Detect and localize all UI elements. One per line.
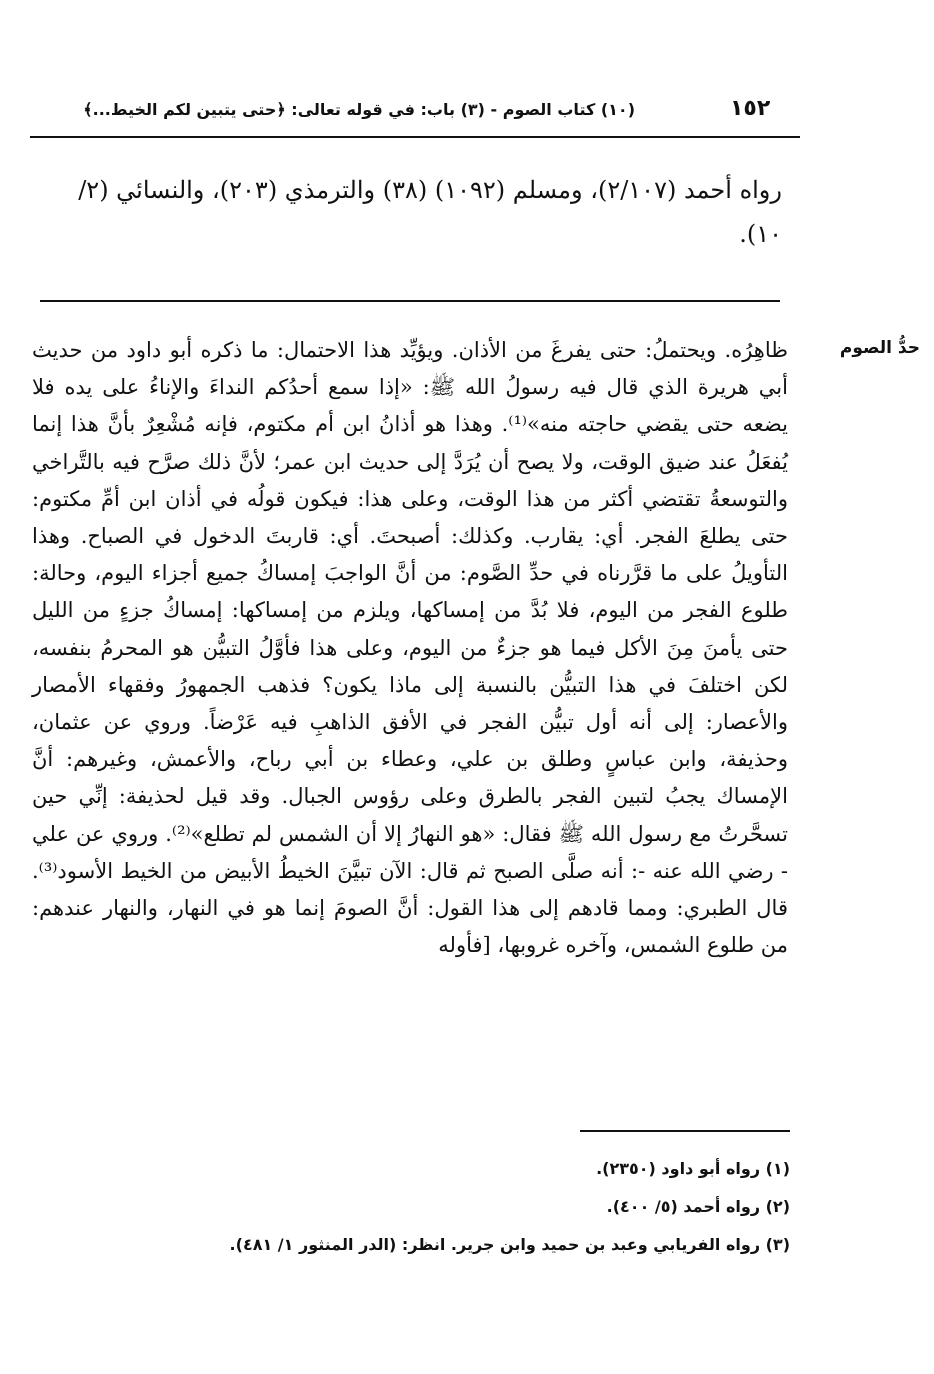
header-rule (30, 136, 800, 138)
footnote-1: (١) رواه أبو داود (٢٣٥٠). (596, 1159, 790, 1178)
footnote-3: (٣) رواه الفريابي وعبد بن حميد وابن جرير. انظر: (الدر المنثور ١/ ٤٨١). (229, 1235, 790, 1254)
footnotes (60, 1150, 790, 1264)
top-note: رواه أحمد (٢/١٠٧)، ومسلم (١٠٩٢) (٣٨) والترمذي (٢٠٣)، والنسائي (٢/ ١٠). (78, 176, 782, 248)
main-text (32, 332, 788, 964)
margin-heading: حدُّ الصوم (839, 338, 920, 358)
page-number: ١٥٢ (730, 96, 771, 121)
running-header: (١٠) كتاب الصوم - (٣) باب: في قوله تعالى: ﴿حتى يتبين لكم الخيط...﴾ (83, 100, 635, 119)
body-paragraph: ظاهِرُه. ويحتملُ: حتى يفرغَ من الأذان. ويؤيِّد هذا الاحتمال: ما ذكره أبو داود من حديث أبي هريرة الذي قال فيه رسولُ الله ﷺ: «إذا سمع أحدُكم النداءَ والإناءُ على يده فلا يضعه حتى يقضي حاجته منه»⁽¹⁾. وهذا هو أذانُ ابن أم مكتوم، فإنه مُشْعِرٌ بأنَّ هذا إنما يُفعَلُ عند ضيق الوقت، ولا يصح أن يُرَدَّ إلى حديث ابن عمر؛ لأنَّ ذلك صرَّح فيه بالتَّراخي والتوسعةُ تقتضي أكثر من هذا الوقت، وعلى هذا: فيكون قولُه في أذان ابن أمِّ مكتوم: حتى يطلعَ الفجر. أي: يقارب. وكذلك: أصبحتَ. أي: قاربتَ الدخول في الصباح. وهذا التأويلُ على ما قرَّرناه في حدِّ الصَّوم: من أنَّ الواجبَ إمساكُ جميع أجزاء اليوم، وحالة: طلوع الفجر من اليوم، فلا بُدَّ من إمساكها، ويلزم من إمساكها: إمساكُ جزءٍ من الليل حتى يأمنَ مِنَ الأكل فيما هو جزءٌ من اليوم، وعلى هذا فأوَّلُ التبيُّن هو المحرمُ بنفسه، لكن اختلفَ في هذا التبيُّن بالنسبة إلى ماذا يكون؟ فذهب الجمهورُ وفقهاء الأمصار والأعصار: إلى أنه أول تبيُّن الفجر في الأفق الذاهبِ فيه عَرْضاً. وروي عن عثمان، وحذيفة، وابن عباسٍ وطلق بن علي، وعطاء بن أبي رباح، والأعمش، وغيرهم: أنَّ الإمساك يجبُ لتبين الفجر بالطرق وعلى رؤوس الجبال. وقد قيل لحذيفة: إنِّي حين تسحَّرتُ مع رسول الله ﷺ فقال: «هو النهارُ إلا أن الشمس لم تطلع»⁽²⁾. وروي عن علي - رضي الله عنه -: أنه صلَّى الصبح ثم قال: الآن تبيَّنَ الخيطُ الأبيض من الخيط الأسود⁽³⁾. قال الطبري: ومما قادهم إلى هذا القول: أنَّ الصومَ إنما هو في النهار، والنهار عندهم: من طلوع الشمس، وآخره غروبها، [فأوله (32, 338, 788, 958)
footnote-2: (٢) رواه أحمد (٥/ ٤٠٠). (606, 1197, 790, 1216)
footnote-rule (580, 1130, 790, 1132)
section-rule (40, 300, 780, 302)
